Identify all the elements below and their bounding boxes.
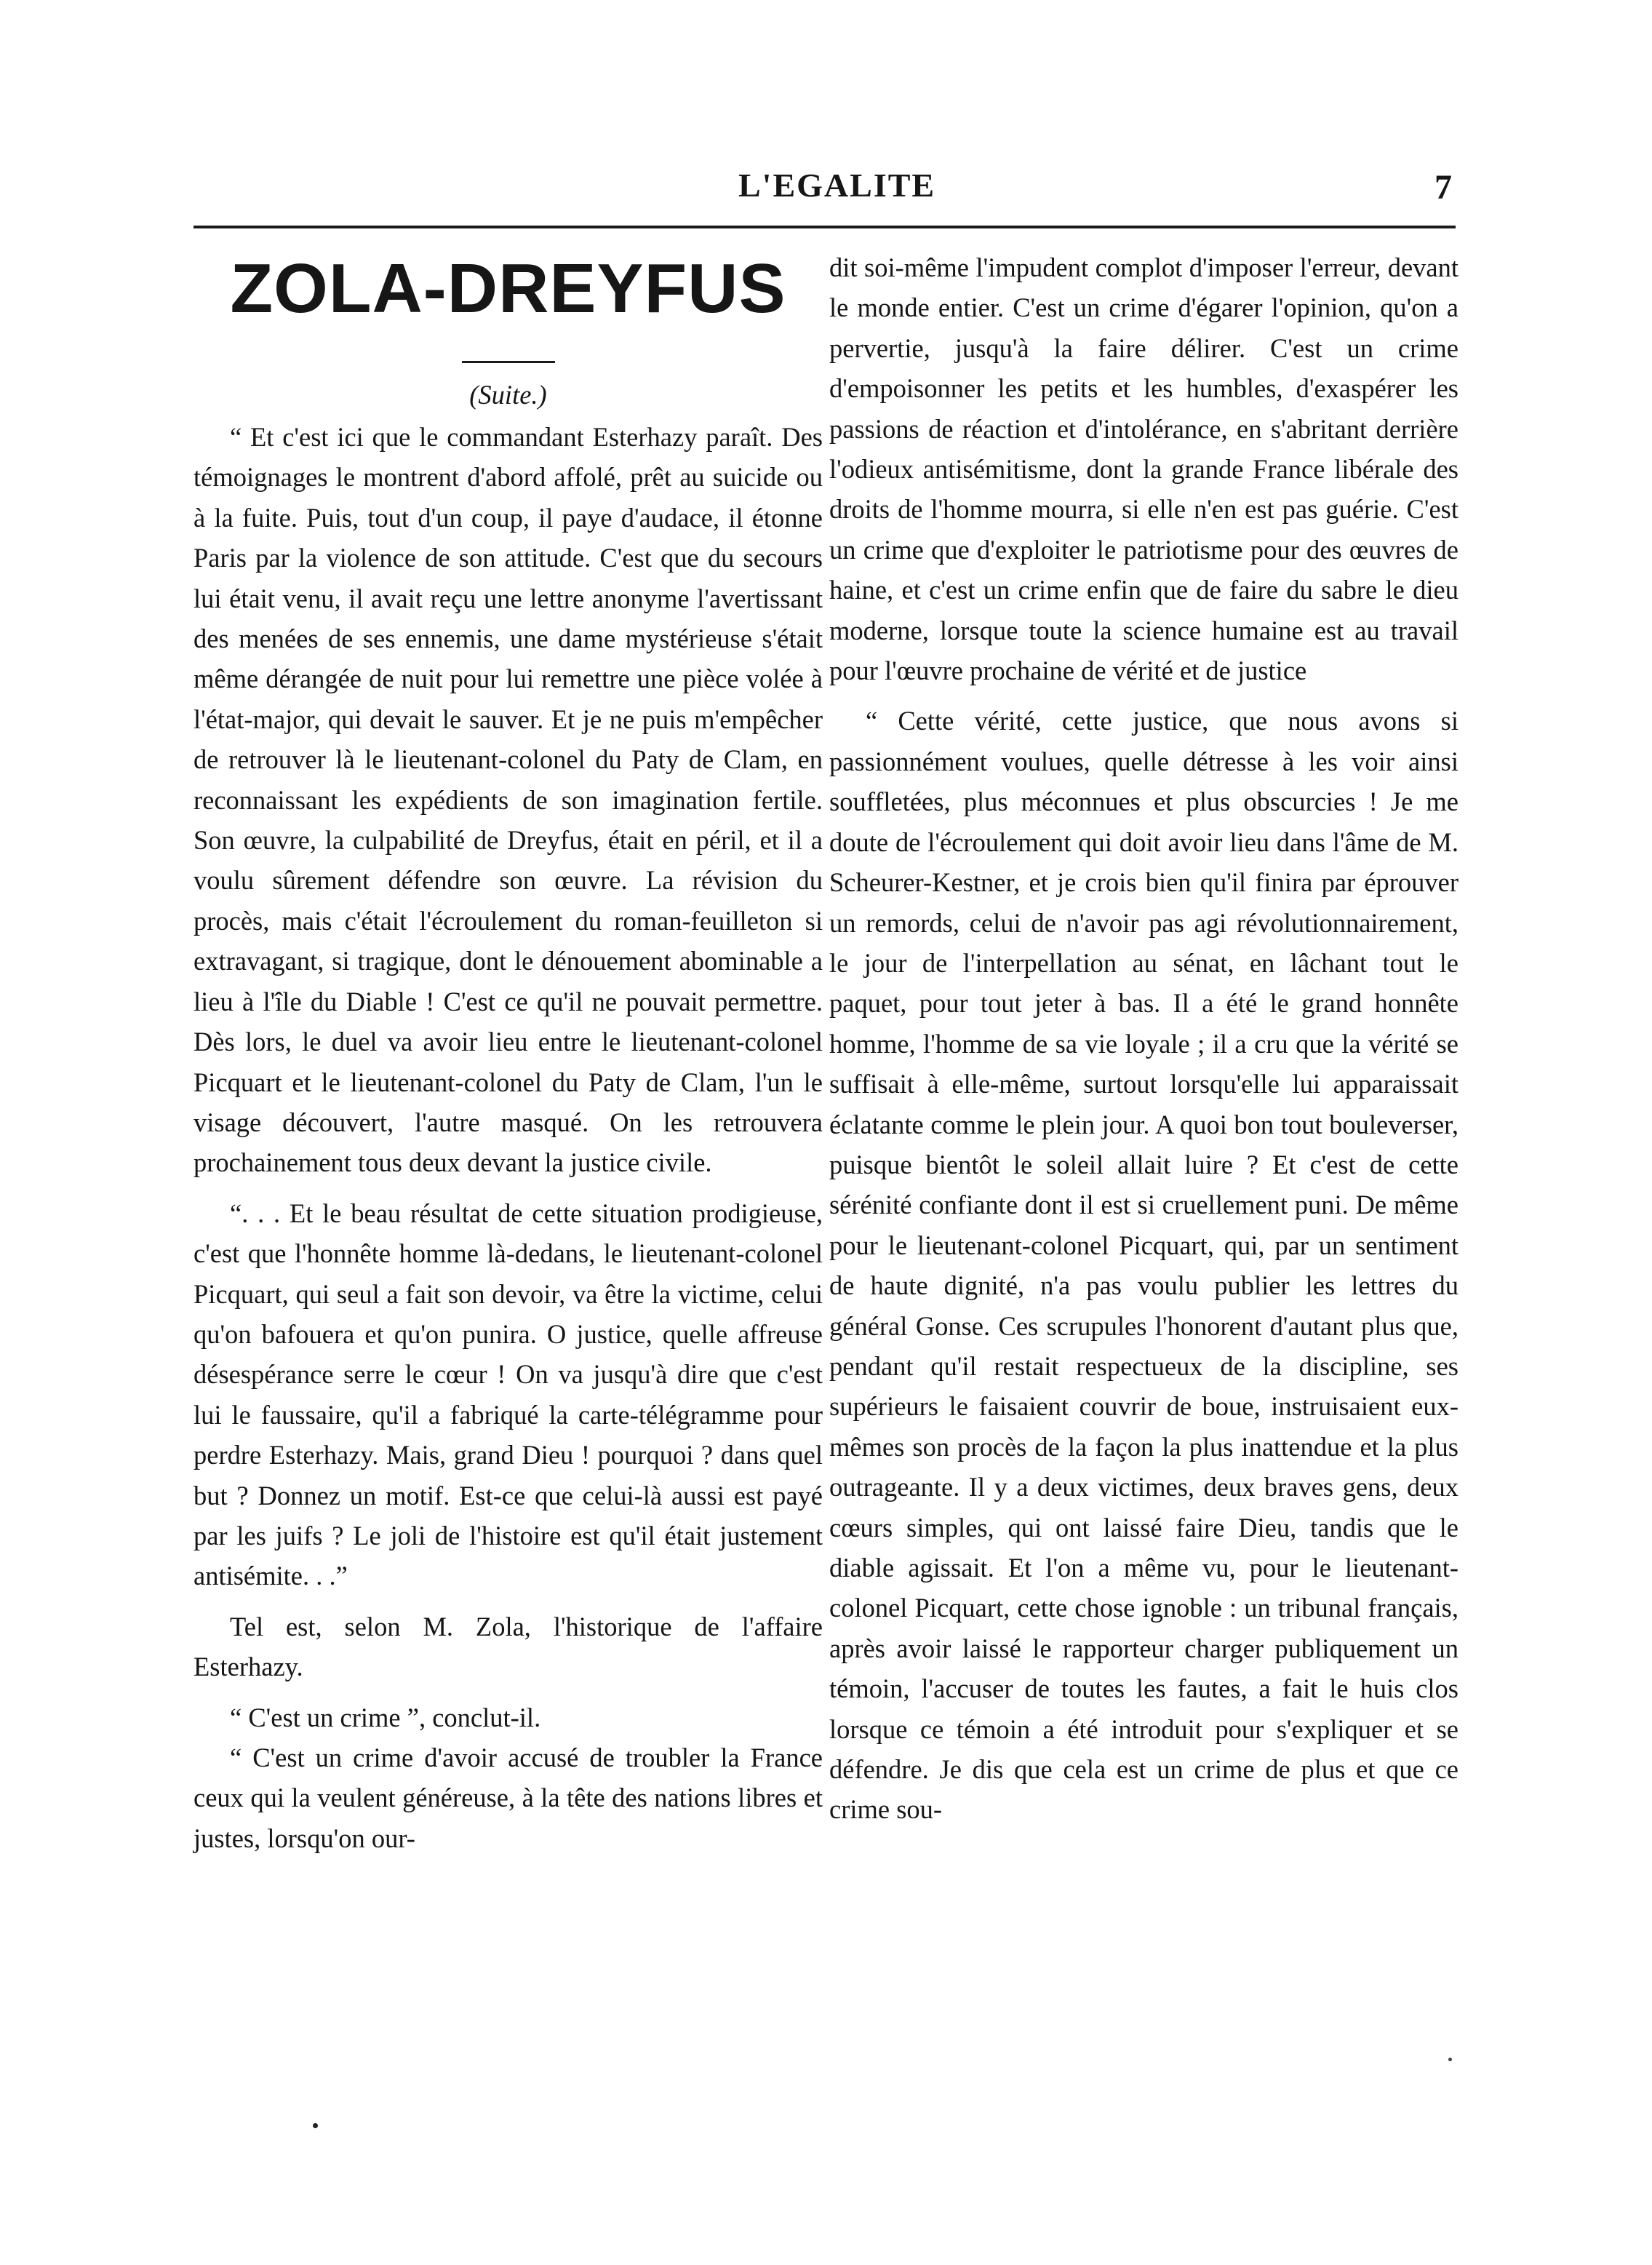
subtitle-text: (Suite.)	[469, 380, 547, 410]
right-column	[829, 247, 1459, 1830]
header-rule	[193, 226, 1456, 228]
paragraph: “ Et c'est ici que le commandant Esterhazy paraît. Des témoignages le montrent d'abord affolé, prêt au suicide ou à la fuite. Puis, tout d'un coup, il paye d'audace, il étonne Paris par la violence de son attitude. C'est que du secours lui était venu, il avait reçu une lettre anonyme l'avertissant des menées de ses ennemis, une dame mystérieuse s'était même dérangée de nuit pour lui remettre une pièce volée à l'état-major, qui devait le sauver. Et je ne puis m'empêcher de retrouver là le lieutenant-colonel du Paty de Clam, en reconnaissant les expédients de son imagination fertile. Son œuvre, la culpabilité de Dreyfus, était en péril, et il a voulu sûrement défendre son œuvre. La révision du procès, mais c'était l'écroulement du roman-feuilleton si extravagant, si tragique, dont le dénouement abominable a lieu à l'île du Diable ! C'est ce qu'il ne pouvait permettre. Dès lors, le duel va avoir lieu entre le lieutenant-colonel Picquart et le lieutenant-colonel du Paty de Clam, l'un le visage découvert, l'autre masqué. On les retrouvera prochainement tous deux devant la justice civile.	[193, 422, 823, 1178]
article-subtitle	[193, 373, 823, 417]
paragraph: “ C'est un crime ”, conclut-il.	[230, 1702, 541, 1732]
running-title: L'EGALITE	[738, 167, 936, 204]
paragraph: “ C'est un crime d'avoir accusé de troubler la France ceux qui la veulent généreuse, à la tête des nations libres et justes, lorsqu'on our-	[193, 1743, 823, 1853]
paragraph-continued: dit soi-même l'impudent complot d'imposer l'erreur, devant le monde entier. C'est un crime d'égarer l'opinion, qu'on a pervertie, jusqu'à la faire délirer. C'est un crime d'empoisonner les petits et les humbles, d'exaspérer les passions de réaction et d'intolérance, en s'abritant derrière l'odieux antisémitisme, dont la grande France libérale des droits de l'homme mourra, si elle n'en est pas guérie. C'est un crime que d'exploiter le patriotisme pour des œuvres de haine, et c'est un crime enfin que de faire du sabre le dieu moderne, lorsque toute la science humaine est au travail pour l'œuvre prochaine de vérité et de justice	[829, 252, 1459, 686]
title-divider	[462, 361, 555, 363]
print-speck	[1448, 2058, 1452, 2061]
article-title: ZOLA-DREYFUS	[230, 250, 786, 327]
paragraph: “. . . Et le beau résultat de cette situation prodigieuse, c'est que l'honnête homme là-dedans, le lieutenant-colonel Picquart, qui seul a fait son devoir, va être la victime, celui qu'on bafouera et qu'on punira. O justice, quelle affreuse désespérance serre le cœur ! On va jusqu'à dire que c'est lui le faussaire, qu'il a fabriqué la carte-télégramme pour perdre Esterhazy. Mais, grand Dieu ! pourquoi ? dans quel but ? Donnez un motif. Est-ce que celui-là aussi est payé par les juifs ? Le joli de l'histoire est qu'il était justement antisémite. . .”	[193, 1198, 823, 1591]
page-number: 7	[1434, 168, 1452, 207]
print-speck	[313, 2123, 318, 2128]
paragraph: Tel est, selon M. Zola, l'historique de l'affaire Esterhazy.	[193, 1611, 823, 1682]
left-column	[193, 247, 823, 1858]
paragraph: “ Cette vérité, cette justice, que nous avons si passionnément voulues, quelle détresse à les voir ainsi souffletées, plus méconnues et plus obscurcies ! Je me doute de l'écroulement qui doit avoir lieu dans l'âme de M. Scheurer-Kestner, et je crois bien qu'il finira par éprouver un remords, celui de n'avoir pas agi révolutionnairement, le jour de l'interpellation au sénat, en lâchant tout le paquet, pour tout jeter à bas. Il a été le grand honnête homme, l'homme de sa vie loyale ; il a cru que la vérité se suffisait à elle-même, surtout lorsqu'elle lui apparaissait éclatante comme le plein jour. A quoi bon tout bouleverser, puisque bientôt le soleil allait luire ? Et c'est de cette sérénité confiante dont il est si cruellement puni. De même pour le lieutenant-colonel Picquart, qui, par un sentiment de haute dignité, n'a pas voulu publier les lettres du général Gonse. Ces scrupules l'honorent d'autant plus que, pendant qu'il restait respectueux de la discipline, ses supérieurs le faisaient couvrir de boue, instruisaient eux-mêmes son procès de la façon la plus inattendue et la plus outrageante. Il y a deux victimes, deux braves gens, deux cœurs simples, qui ont laissé faire Dieu, tandis que le diable agissait. Et l'on a même vu, pour le lieutenant-colonel Picquart, cette chose ignoble : un tribunal français, après avoir laissé le rapporteur charger publiquement un témoin, l'accuser de toutes les fautes, a fait le huis clos lorsque ce témoin a été introduit pour s'expliquer et se défendre. Je dis que cela est un crime de plus et que ce crime sou-	[829, 706, 1459, 1825]
